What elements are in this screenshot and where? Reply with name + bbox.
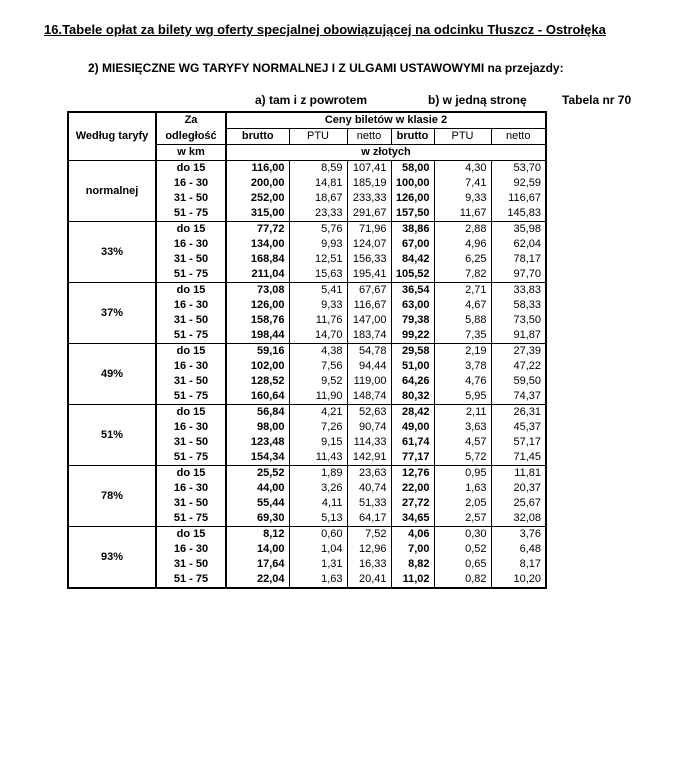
distance-cell: do 15 xyxy=(156,466,226,482)
price-cell-a-ptu: 7,26 xyxy=(289,420,347,435)
price-cell-b-ptu: 4,30 xyxy=(434,161,491,177)
price-cell-a-brutto: 56,84 xyxy=(226,405,289,421)
header-b-brutto: brutto xyxy=(391,129,434,145)
distance-cell: do 15 xyxy=(156,283,226,299)
price-cell-b-netto: 57,17 xyxy=(491,435,546,450)
fares-body xyxy=(68,161,546,589)
price-cell-a-netto: 147,00 xyxy=(347,313,391,328)
price-cell-a-netto: 54,78 xyxy=(347,344,391,360)
distance-cell: 31 - 50 xyxy=(156,435,226,450)
distance-cell: 16 - 30 xyxy=(156,420,226,435)
distance-cell: 31 - 50 xyxy=(156,252,226,267)
price-cell-b-ptu: 4,57 xyxy=(434,435,491,450)
price-cell-b-brutto: 22,00 xyxy=(391,481,434,496)
price-cell-a-brutto: 116,00 xyxy=(226,161,289,177)
price-cell-a-netto: 185,19 xyxy=(347,176,391,191)
price-cell-b-brutto: 80,32 xyxy=(391,389,434,405)
price-cell-a-ptu: 5,76 xyxy=(289,222,347,238)
price-cell-b-netto: 97,70 xyxy=(491,267,546,283)
distance-cell: 16 - 30 xyxy=(156,176,226,191)
price-cell-b-ptu: 5,88 xyxy=(434,313,491,328)
price-cell-b-brutto: 12,76 xyxy=(391,466,434,482)
price-cell-a-brutto: 59,16 xyxy=(226,344,289,360)
price-cell-a-netto: 124,07 xyxy=(347,237,391,252)
price-cell-a-ptu: 9,52 xyxy=(289,374,347,389)
distance-cell: 31 - 50 xyxy=(156,313,226,328)
price-cell-b-brutto: 28,42 xyxy=(391,405,434,421)
table-number: Tabela nr 70 xyxy=(562,93,632,107)
price-cell-a-ptu: 3,26 xyxy=(289,481,347,496)
distance-cell: 51 - 75 xyxy=(156,267,226,283)
price-cell-a-netto: 40,74 xyxy=(347,481,391,496)
price-cell-a-ptu: 4,21 xyxy=(289,405,347,421)
price-cell-b-netto: 91,87 xyxy=(491,328,546,344)
document-subtitle: 2) MIESIĘCZNE WG TARYFY NORMALNEJ I Z ULGAMI USTAWOWYMI na przejazdy: xyxy=(88,61,564,75)
price-cell-b-ptu: 0,65 xyxy=(434,557,491,572)
price-cell-b-netto: 45,37 xyxy=(491,420,546,435)
price-cell-a-ptu: 4,38 xyxy=(289,344,347,360)
price-cell-b-brutto: 36,54 xyxy=(391,283,434,299)
price-cell-a-netto: 16,33 xyxy=(347,557,391,572)
price-cell-a-ptu: 1,04 xyxy=(289,542,347,557)
price-cell-a-ptu: 9,33 xyxy=(289,298,347,313)
price-cell-a-ptu: 9,93 xyxy=(289,237,347,252)
price-cell-a-ptu: 1,31 xyxy=(289,557,347,572)
header-a-brutto: brutto xyxy=(226,129,289,145)
price-cell-a-brutto: 211,04 xyxy=(226,267,289,283)
price-cell-a-netto: 114,33 xyxy=(347,435,391,450)
price-cell-a-brutto: 69,30 xyxy=(226,511,289,527)
price-cell-a-brutto: 44,00 xyxy=(226,481,289,496)
price-cell-b-brutto: 4,06 xyxy=(391,527,434,543)
price-cell-b-brutto: 58,00 xyxy=(391,161,434,177)
price-cell-b-netto: 145,83 xyxy=(491,206,546,222)
price-cell-a-netto: 12,96 xyxy=(347,542,391,557)
price-cell-b-brutto: 126,00 xyxy=(391,191,434,206)
price-cell-a-netto: 90,74 xyxy=(347,420,391,435)
price-cell-a-ptu: 5,13 xyxy=(289,511,347,527)
header-distance-unit: w km xyxy=(156,145,226,161)
price-cell-a-ptu: 9,15 xyxy=(289,435,347,450)
table-row xyxy=(68,466,546,482)
price-cell-b-brutto: 7,00 xyxy=(391,542,434,557)
price-cell-b-ptu: 4,67 xyxy=(434,298,491,313)
price-cell-b-netto: 62,04 xyxy=(491,237,546,252)
price-cell-a-netto: 119,00 xyxy=(347,374,391,389)
price-cell-a-ptu: 11,76 xyxy=(289,313,347,328)
price-cell-a-brutto: 198,44 xyxy=(226,328,289,344)
header-distance-line2: odległość xyxy=(156,129,226,145)
price-cell-a-brutto: 158,76 xyxy=(226,313,289,328)
price-cell-b-ptu: 7,82 xyxy=(434,267,491,283)
price-cell-a-netto: 67,67 xyxy=(347,283,391,299)
table-row xyxy=(68,527,546,543)
tariff-group-label: 93% xyxy=(68,527,156,589)
price-cell-a-netto: 52,63 xyxy=(347,405,391,421)
price-cell-a-brutto: 128,52 xyxy=(226,374,289,389)
price-cell-a-netto: 20,41 xyxy=(347,572,391,588)
price-cell-b-netto: 11,81 xyxy=(491,466,546,482)
price-cell-b-ptu: 0,95 xyxy=(434,466,491,482)
price-cell-a-brutto: 154,34 xyxy=(226,450,289,466)
distance-cell: 16 - 30 xyxy=(156,298,226,313)
price-cell-b-brutto: 63,00 xyxy=(391,298,434,313)
tariff-group-label: normalnej xyxy=(68,161,156,222)
price-cell-b-ptu: 2,71 xyxy=(434,283,491,299)
header-a-ptu: PTU xyxy=(289,129,347,145)
direction-b-label: b) w jedną stronę xyxy=(428,93,527,107)
price-cell-a-netto: 148,74 xyxy=(347,389,391,405)
distance-cell: 31 - 50 xyxy=(156,374,226,389)
price-cell-a-netto: 51,33 xyxy=(347,496,391,511)
price-cell-b-netto: 92,59 xyxy=(491,176,546,191)
price-cell-b-ptu: 2,05 xyxy=(434,496,491,511)
price-cell-b-netto: 71,45 xyxy=(491,450,546,466)
price-cell-b-brutto: 79,38 xyxy=(391,313,434,328)
price-cell-b-netto: 116,67 xyxy=(491,191,546,206)
price-cell-a-ptu: 1,89 xyxy=(289,466,347,482)
price-cell-a-brutto: 168,84 xyxy=(226,252,289,267)
header-b-ptu: PTU xyxy=(434,129,491,145)
table-row xyxy=(68,161,546,177)
price-cell-a-ptu: 14,81 xyxy=(289,176,347,191)
price-cell-b-netto: 27,39 xyxy=(491,344,546,360)
tariff-group-label: 33% xyxy=(68,222,156,283)
price-cell-b-netto: 73,50 xyxy=(491,313,546,328)
price-cell-b-brutto: 34,65 xyxy=(391,511,434,527)
price-cell-a-ptu: 11,43 xyxy=(289,450,347,466)
price-cell-a-brutto: 252,00 xyxy=(226,191,289,206)
tariff-group-label: 49% xyxy=(68,344,156,405)
price-cell-b-ptu: 2,88 xyxy=(434,222,491,238)
distance-cell: 51 - 75 xyxy=(156,389,226,405)
price-cell-b-netto: 53,70 xyxy=(491,161,546,177)
price-cell-b-brutto: 29,58 xyxy=(391,344,434,360)
price-cell-a-ptu: 12,51 xyxy=(289,252,347,267)
direction-a-label: a) tam i z powrotem xyxy=(255,93,368,107)
distance-cell: 51 - 75 xyxy=(156,206,226,222)
header-a-netto: netto xyxy=(347,129,391,145)
price-cell-a-brutto: 73,08 xyxy=(226,283,289,299)
distance-cell: 31 - 50 xyxy=(156,557,226,572)
header-tariff: Według taryfy xyxy=(68,112,156,161)
price-cell-a-brutto: 160,64 xyxy=(226,389,289,405)
distance-cell: do 15 xyxy=(156,405,226,421)
price-cell-a-netto: 195,41 xyxy=(347,267,391,283)
header-b-netto: netto xyxy=(491,129,546,145)
price-cell-a-ptu: 23,33 xyxy=(289,206,347,222)
distance-cell: 31 - 50 xyxy=(156,496,226,511)
price-cell-a-netto: 183,74 xyxy=(347,328,391,344)
price-cell-b-netto: 25,67 xyxy=(491,496,546,511)
price-cell-b-netto: 47,22 xyxy=(491,359,546,374)
price-cell-b-ptu: 5,95 xyxy=(434,389,491,405)
distance-cell: 51 - 75 xyxy=(156,450,226,466)
price-cell-a-netto: 23,63 xyxy=(347,466,391,482)
price-cell-a-ptu: 7,56 xyxy=(289,359,347,374)
price-cell-b-netto: 33,83 xyxy=(491,283,546,299)
table-row xyxy=(68,222,546,238)
price-cell-b-ptu: 7,35 xyxy=(434,328,491,344)
price-cell-a-brutto: 315,00 xyxy=(226,206,289,222)
price-cell-b-ptu: 0,30 xyxy=(434,527,491,543)
price-cell-a-ptu: 5,41 xyxy=(289,283,347,299)
distance-cell: 16 - 30 xyxy=(156,359,226,374)
header-currency: w złotych xyxy=(226,145,546,161)
table-row xyxy=(68,283,546,299)
distance-cell: do 15 xyxy=(156,344,226,360)
distance-cell: 16 - 30 xyxy=(156,542,226,557)
price-cell-a-netto: 107,41 xyxy=(347,161,391,177)
distance-cell: 51 - 75 xyxy=(156,328,226,344)
tariff-group-label: 51% xyxy=(68,405,156,466)
price-cell-b-brutto: 77,17 xyxy=(391,450,434,466)
price-cell-a-netto: 94,44 xyxy=(347,359,391,374)
price-cell-a-ptu: 14,70 xyxy=(289,328,347,344)
tariff-group-label: 78% xyxy=(68,466,156,527)
price-cell-b-ptu: 2,11 xyxy=(434,405,491,421)
price-cell-a-netto: 71,96 xyxy=(347,222,391,238)
price-cell-b-ptu: 6,25 xyxy=(434,252,491,267)
price-cell-b-netto: 74,37 xyxy=(491,389,546,405)
price-cell-b-ptu: 0,52 xyxy=(434,542,491,557)
price-cell-b-ptu: 5,72 xyxy=(434,450,491,466)
distance-cell: do 15 xyxy=(156,527,226,543)
price-cell-b-brutto: 49,00 xyxy=(391,420,434,435)
price-cell-b-brutto: 105,52 xyxy=(391,267,434,283)
tariff-group-label: 37% xyxy=(68,283,156,344)
distance-cell: 31 - 50 xyxy=(156,191,226,206)
table-row xyxy=(68,405,546,421)
price-cell-a-brutto: 123,48 xyxy=(226,435,289,450)
price-cell-b-brutto: 67,00 xyxy=(391,237,434,252)
price-cell-a-brutto: 22,04 xyxy=(226,572,289,588)
price-cell-b-brutto: 100,00 xyxy=(391,176,434,191)
price-cell-b-netto: 26,31 xyxy=(491,405,546,421)
distance-cell: 16 - 30 xyxy=(156,237,226,252)
price-cell-a-ptu: 11,90 xyxy=(289,389,347,405)
price-cell-b-brutto: 38,86 xyxy=(391,222,434,238)
price-cell-a-brutto: 17,64 xyxy=(226,557,289,572)
price-cell-a-ptu: 8,59 xyxy=(289,161,347,177)
price-cell-b-ptu: 4,76 xyxy=(434,374,491,389)
price-cell-b-netto: 59,50 xyxy=(491,374,546,389)
distance-cell: 51 - 75 xyxy=(156,511,226,527)
header-distance-line1: Za xyxy=(156,112,226,129)
price-cell-b-netto: 32,08 xyxy=(491,511,546,527)
header-prices: Ceny biletów w klasie 2 xyxy=(226,112,546,129)
price-cell-b-ptu: 2,57 xyxy=(434,511,491,527)
price-cell-b-ptu: 3,78 xyxy=(434,359,491,374)
distance-cell: 16 - 30 xyxy=(156,481,226,496)
price-cell-b-brutto: 157,50 xyxy=(391,206,434,222)
price-cell-a-netto: 156,33 xyxy=(347,252,391,267)
price-cell-b-brutto: 8,82 xyxy=(391,557,434,572)
price-cell-b-ptu: 7,41 xyxy=(434,176,491,191)
price-cell-a-ptu: 15,63 xyxy=(289,267,347,283)
price-cell-a-brutto: 98,00 xyxy=(226,420,289,435)
price-cell-a-brutto: 102,00 xyxy=(226,359,289,374)
price-cell-a-brutto: 25,52 xyxy=(226,466,289,482)
price-cell-a-netto: 291,67 xyxy=(347,206,391,222)
price-cell-a-brutto: 134,00 xyxy=(226,237,289,252)
distance-cell: do 15 xyxy=(156,222,226,238)
price-cell-b-ptu: 4,96 xyxy=(434,237,491,252)
price-cell-a-netto: 7,52 xyxy=(347,527,391,543)
price-cell-a-netto: 233,33 xyxy=(347,191,391,206)
price-cell-b-ptu: 3,63 xyxy=(434,420,491,435)
price-cell-a-ptu: 4,11 xyxy=(289,496,347,511)
price-cell-b-ptu: 11,67 xyxy=(434,206,491,222)
distance-cell: 51 - 75 xyxy=(156,572,226,588)
price-cell-b-netto: 6,48 xyxy=(491,542,546,557)
distance-cell: do 15 xyxy=(156,161,226,177)
price-cell-a-brutto: 55,44 xyxy=(226,496,289,511)
price-cell-b-brutto: 51,00 xyxy=(391,359,434,374)
price-cell-b-ptu: 1,63 xyxy=(434,481,491,496)
price-cell-b-brutto: 64,26 xyxy=(391,374,434,389)
price-cell-b-netto: 78,17 xyxy=(491,252,546,267)
price-cell-b-brutto: 99,22 xyxy=(391,328,434,344)
price-cell-b-brutto: 61,74 xyxy=(391,435,434,450)
price-cell-b-netto: 58,33 xyxy=(491,298,546,313)
price-cell-b-brutto: 27,72 xyxy=(391,496,434,511)
price-cell-b-netto: 8,17 xyxy=(491,557,546,572)
price-cell-a-netto: 116,67 xyxy=(347,298,391,313)
fares-table xyxy=(67,111,547,589)
price-cell-b-netto: 10,20 xyxy=(491,572,546,588)
price-cell-b-netto: 3,76 xyxy=(491,527,546,543)
header-row-1 xyxy=(68,112,546,129)
price-cell-b-brutto: 11,02 xyxy=(391,572,434,588)
price-cell-a-brutto: 126,00 xyxy=(226,298,289,313)
price-cell-a-netto: 142,91 xyxy=(347,450,391,466)
price-cell-b-netto: 35,98 xyxy=(491,222,546,238)
price-cell-a-brutto: 77,72 xyxy=(226,222,289,238)
price-cell-b-brutto: 84,42 xyxy=(391,252,434,267)
price-cell-b-ptu: 2,19 xyxy=(434,344,491,360)
table-row xyxy=(68,344,546,360)
price-cell-a-brutto: 14,00 xyxy=(226,542,289,557)
price-cell-a-netto: 64,17 xyxy=(347,511,391,527)
price-cell-a-ptu: 1,63 xyxy=(289,572,347,588)
price-cell-b-netto: 20,37 xyxy=(491,481,546,496)
document-title: 16.Tabele opłat za bilety wg oferty specjalnej obowiązującej na odcinku Tłuszcz - Ostrołęka xyxy=(44,22,606,37)
price-cell-b-ptu: 0,82 xyxy=(434,572,491,588)
price-cell-a-brutto: 200,00 xyxy=(226,176,289,191)
price-cell-a-ptu: 18,67 xyxy=(289,191,347,206)
price-cell-a-brutto: 8,12 xyxy=(226,527,289,543)
price-cell-a-ptu: 0,60 xyxy=(289,527,347,543)
price-cell-b-ptu: 9,33 xyxy=(434,191,491,206)
